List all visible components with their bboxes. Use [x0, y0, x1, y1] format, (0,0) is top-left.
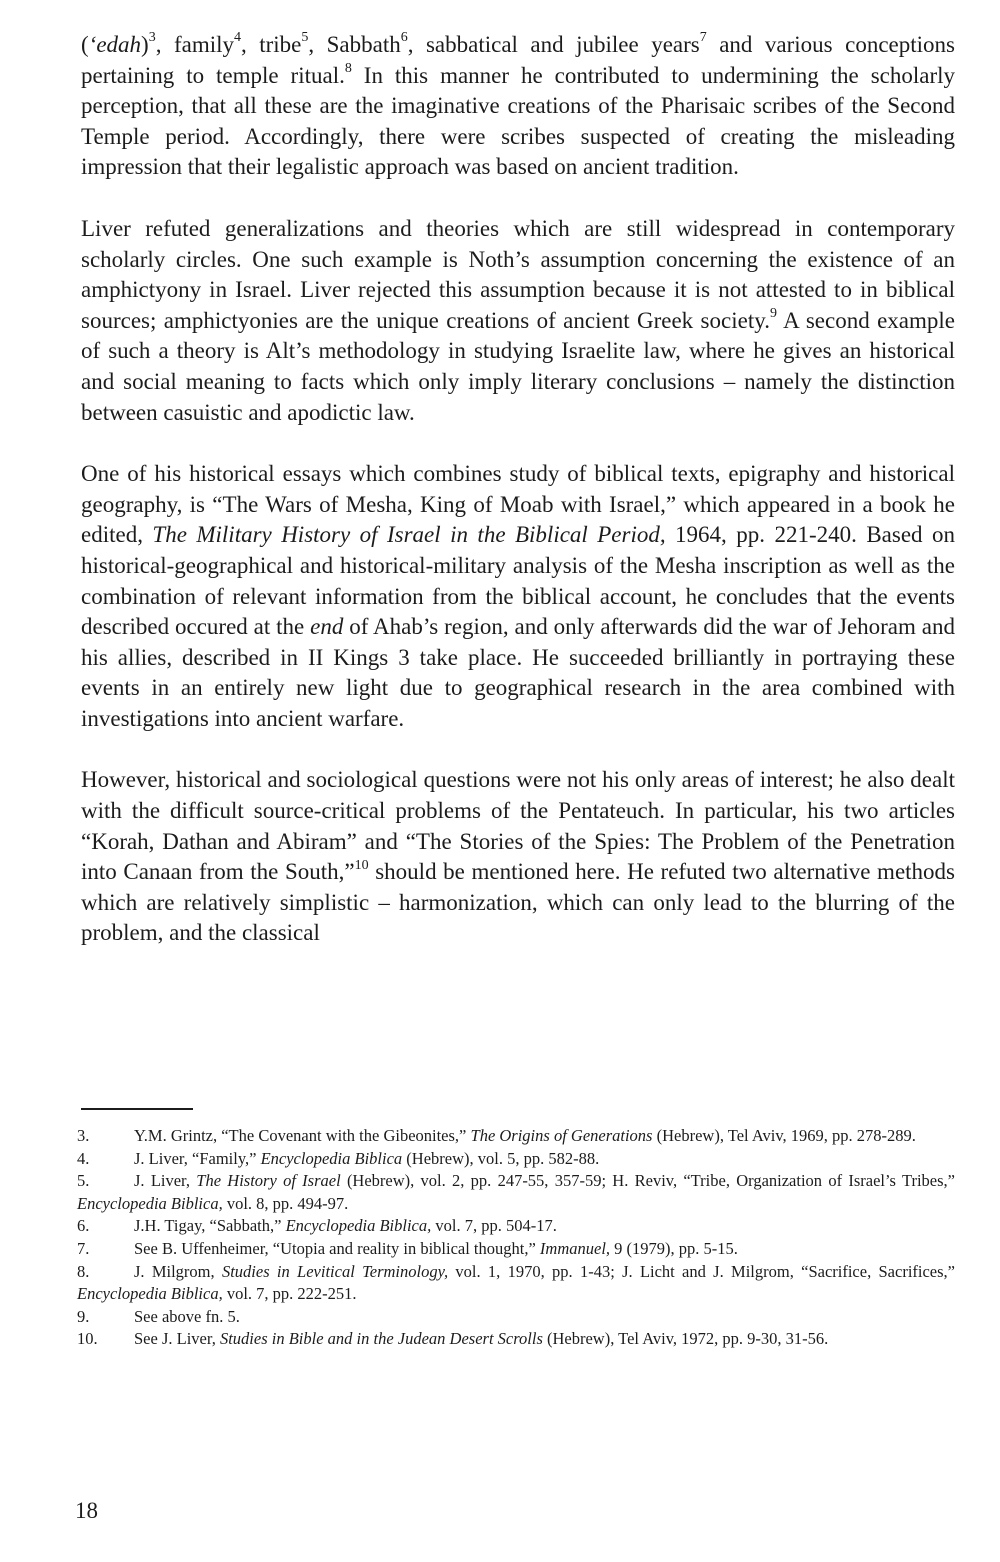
footnote-number: 9.	[77, 1306, 90, 1326]
journal-title: Immanuel,	[539, 1238, 611, 1258]
text-span: (Hebrew), Tel Aviv, 1969, pp. 278-289.	[652, 1126, 916, 1145]
text-span: , Sabbath	[308, 32, 401, 57]
footnote-ref: 10	[354, 857, 369, 873]
paragraph-1	[81, 30, 955, 183]
page-number: 18	[75, 1498, 98, 1523]
footnote-number: 5.	[77, 1171, 90, 1191]
text-span: A second example of such a theory is Alt’s methodology in studying Israelite law, where he gives an historical and social meaning to facts which only imply literary conclusions – namely the distinction between casuistic and apodictic law.	[81, 307, 955, 425]
text-span: 1964, pp. 221-240. Based on historical-geographical and historical-military analysis of the Mesha inscription as well as the combination of relevant information from the biblical account, he concludes that the events described occured at the	[81, 522, 955, 640]
footnote-number: 8.	[77, 1261, 90, 1281]
footnote-4	[77, 1148, 955, 1171]
text-span: However, historical and sociological questions were not his only areas of interest; he also dealt with the difficult source-critical problems of the Pentateuch. In particular, his two articles “Korah, Dathan and Abiram” and “The Stories of the Spies: The Problem of the Penetration into Canaan from the South,”	[81, 767, 955, 885]
footnote-ref: 5	[301, 30, 309, 46]
paragraph-3	[81, 459, 955, 734]
footnote-number: 7.	[77, 1238, 90, 1258]
book-title: The Military History of Israel in the Biblical Period,	[152, 522, 666, 548]
text-span: In this manner he contributed to undermining the scholarly perception, that all these are the imaginative creations of the Pharisaic scribes of the Second Temple period. Accordingly, there were scribes suspected of creating the misleading impression that their legalistic approach was based on ancient tradition.	[81, 62, 956, 180]
footnote-5	[77, 1170, 955, 1215]
text-span: , tribe	[241, 32, 302, 57]
text-span: of Ahab’s region, and only afterwards did the war of Jehoram and his allies, described in II Kings 3 take place. He succeeded brilliantly in portraying these events in an entirely new light due to geographical research in the area combined with investigations into ancient warfare.	[81, 614, 956, 731]
footnote-8	[77, 1261, 955, 1306]
text-span: See J. Liver,	[134, 1329, 220, 1349]
text-span: See above fn. 5.	[134, 1306, 240, 1326]
italic-term: ‘edah	[88, 32, 142, 57]
text-span: should be mentioned here. He refuted two alternative methods which are relatively simplistic – harmonization, which can only lead to the blurring of the problem, and the classical	[81, 859, 955, 946]
footnote-ref: 9	[769, 306, 777, 322]
text-span: vol. 7, pp. 222-251.	[222, 1284, 357, 1304]
paragraph-2	[81, 214, 955, 428]
text-span: vol. 8, pp. 494-97.	[222, 1193, 349, 1213]
text-span: Y.M. Grintz, “The Covenant with the Gibeonites,”	[134, 1126, 471, 1145]
footnote-9	[77, 1306, 955, 1329]
text-span: (Hebrew), vol. 2, pp. 247-55, 357-59; H. Reviv, “Tribe, Organization of Israel’s Tribes,”	[340, 1171, 955, 1191]
book-title: Encyclopedia Biblica,	[77, 1193, 223, 1213]
footnote-ref: 4	[234, 30, 241, 46]
footnote-ref: 6	[400, 30, 408, 46]
book-title: The Origins of Generations	[470, 1126, 653, 1145]
text-span: Liver refuted generalizations and theories which are still widespread in contemporary scholarly circles. One such example is Noth’s assumption concerning the existence of an amphictyony in Israel. Liver rejected this assumption because it is not attested to in biblical sources; amphictyonies are the unique creations of ancient Greek society.	[81, 215, 955, 333]
book-title: Studies in Bible and in the Judean Desert Scrolls	[219, 1329, 543, 1349]
text-span: (Hebrew), Tel Aviv, 1972, pp. 9-30, 31-56.	[542, 1329, 829, 1349]
emphasis: end	[310, 614, 344, 640]
text-span: , family	[155, 32, 234, 57]
text-span: (	[81, 32, 89, 57]
footnote-number: 6.	[77, 1216, 90, 1236]
book-title: Encyclopedia Biblica,	[77, 1284, 223, 1304]
footnote-divider	[81, 1108, 193, 1110]
text-span: , sabbatical and jubilee years	[407, 32, 700, 57]
text-span: J.H. Tigay, “Sabbath,”	[134, 1216, 286, 1236]
book-title: Studies in Levitical Terminology,	[221, 1261, 449, 1281]
footnote-number: 10.	[77, 1329, 98, 1349]
footnote-number: 3.	[77, 1126, 90, 1145]
text-span: vol. 1, 1970, pp. 1-43; J. Licht and J. Milgrom, “Sacrifice, Sacrifices,”	[448, 1261, 955, 1281]
text-span: One of his historical essays which combines study of biblical texts, epigraphy and historical geography, is “The Wars of Mesha, King of Moab with Israel,” which appeared in a book he edited,	[81, 461, 955, 548]
footnote-ref: 7	[699, 30, 707, 46]
text-span: See B. Uffenheimer, “Utopia and reality in biblical thought,”	[134, 1238, 540, 1258]
text-span: and various conceptions pertaining to temple ritual.	[81, 32, 955, 88]
text-span: J. Liver, “Family,”	[134, 1148, 261, 1168]
footnote-number: 4.	[77, 1148, 90, 1168]
book-title: Encyclopedia Biblica	[260, 1148, 403, 1168]
text-span: J. Milgrom,	[134, 1261, 222, 1281]
text-span: (Hebrew), vol. 5, pp. 582-88.	[402, 1148, 600, 1168]
paragraph-4	[81, 765, 955, 949]
book-title: Encyclopedia Biblica,	[285, 1216, 432, 1236]
footnote-6	[77, 1215, 955, 1238]
text-span: )	[141, 32, 149, 57]
text-span: J. Liver,	[134, 1171, 197, 1191]
text-span: vol. 7, pp. 504-17.	[431, 1216, 557, 1236]
footnote-ref: 3	[148, 30, 156, 46]
footnotes	[77, 1125, 955, 1351]
text-span: 9 (1979), pp. 5-15.	[610, 1238, 738, 1258]
footnote-ref: 8	[344, 60, 352, 76]
book-title: The History of Israel	[196, 1171, 341, 1191]
body-text	[81, 30, 955, 949]
footnote-3	[77, 1125, 955, 1148]
footnote-10	[77, 1328, 955, 1351]
footnote-7	[77, 1238, 955, 1261]
